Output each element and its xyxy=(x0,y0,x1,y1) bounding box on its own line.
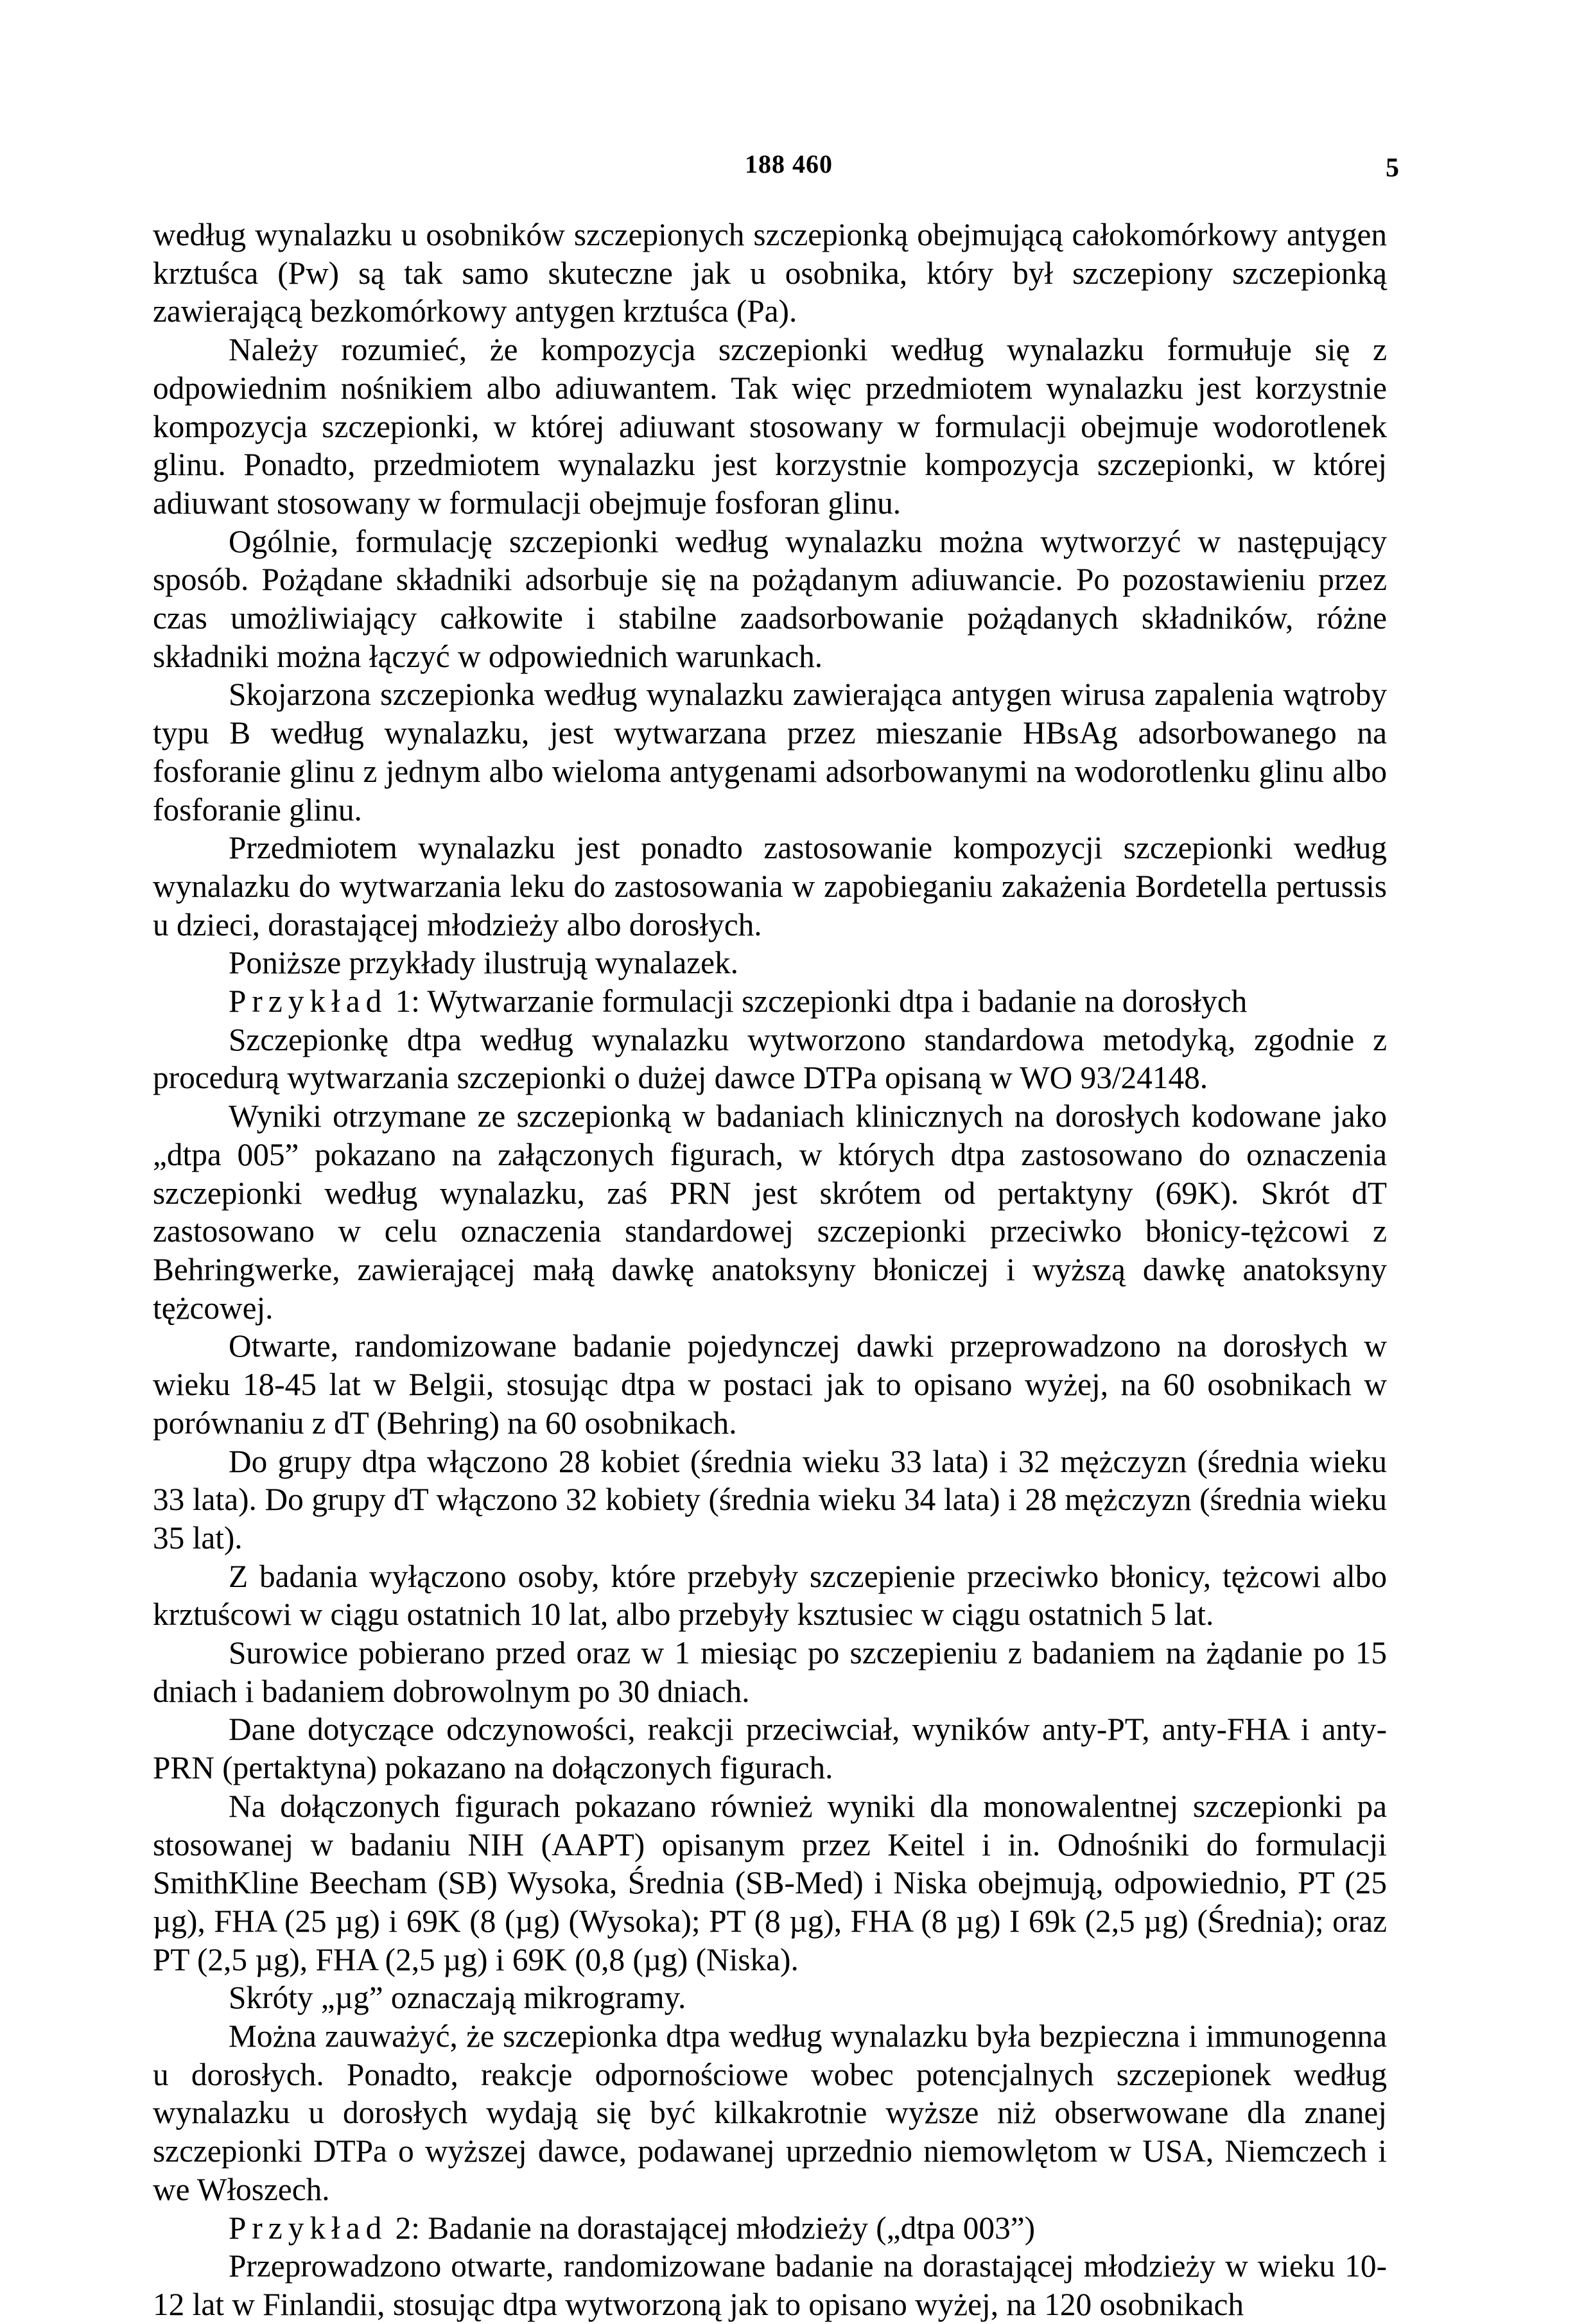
paragraph: Należy rozumieć, że kompozycja szczepionki według wynalazku formułuje się z odpowiednim nośnikiem albo adiuwantem. Tak więc przedmiotem wynalazku jest korzystnie kompozycja szczepionki, w której adiuwant stosowany w formulacji obejmuje wodorotlenek glinu. Ponadto, przedmiotem wynalazku jest korzystnie kompozycja szczepionki, w której adiuwant stosowany w formulacji obejmuje fosforan glinu. xyxy=(153,332,1387,521)
paragraph: Przeprowadzono otwarte, randomizowane badanie na dorastającej młodzieży w wieku 10-12 lat w Finlandii, stosując dtpa wytworzoną jak to opisano wyżej, na 120 osobnikach xyxy=(153,2248,1387,2322)
paragraph: Dane dotyczące odczynowości, reakcji przeciwciał, wyników anty-PT, anty-FHA i anty-PRN (pertaktyna) pokazano na dołączonych figurach. xyxy=(153,1712,1387,1786)
paragraph: Szczepionkę dtpa według wynalazku wytworzono standardowa metodyką, zgodnie z procedurą wytwarzania szczepionki o dużej dawce DTPa opisaną w WO 93/24148. xyxy=(153,1021,1387,1096)
example-title: 2: Badanie na dorastającej młodzieży („dtpa 003”) xyxy=(387,2210,1036,2246)
example-heading xyxy=(153,982,1387,1021)
paragraph: Skojarzona szczepionka według wynalazku zawierająca antygen wirusa zapalenia wątroby typu B według wynalazku, jest wytwarzana przez mieszanie HBsAg adsorbowanego na fosforanie glinu z jednym albo wieloma antygenami adsorbowanymi na wodorotlenku glinu albo fosforanie glinu. xyxy=(153,677,1387,828)
paragraph: Na dołączonych figurach pokazano również wyniki dla monowalentnej szczepionki pa stosowanej w badaniu NIH (AAPT) opisanym przez Keitel i in. Odnośniki do formulacji SmithKline Beecham (SB) Wysoka, Średnia (SB-Med) i Niska obejmują, odpowiednio, PT (25 µg), FHA (25 µg) i 69K (8 (µg) (Wysoka); PT (8 µg), FHA (8 µg) I 69k (2,5 µg) (Średnia); oraz PT (2,5 µg), FHA (2,5 µg) i 69K (0,8 (µg) (Niska). xyxy=(153,1788,1387,1977)
page-number: 5 xyxy=(1386,153,1399,183)
example-label: Przykład xyxy=(229,984,388,1019)
paragraph: Poniższe przykłady ilustrują wynalazek. xyxy=(229,945,738,981)
paragraph: Można zauważyć, że szczepionka dtpa według wynalazku była bezpieczna i immunogenna u dorosłych. Ponadto, reakcje odpornościowe wobec potencjalnych szczepionek według wynalazku u dorosłych wydają się być kilkakrotnie wyższe niż obserwowane dla znanej szczepionki DTPa o wyższej dawce, podawanej uprzednio niemowlętom w USA, Niemczech i we Włoszech. xyxy=(153,2018,1387,2207)
paragraph: Surowice pobierano przed oraz w 1 miesiąc po szczepieniu z badaniem na żądanie po 15 dniach i badaniem dobrowolnym po 30 dniach. xyxy=(153,1635,1387,1709)
paragraph: Otwarte, randomizowane badanie pojedynczej dawki przeprowadzono na dorosłych w wieku 18-45 lat w Belgii, stosując dtpa w postaci jak to opisano wyżej, na 60 osobnikach w porównaniu z dT (Behring) na 60 osobnikach. xyxy=(153,1328,1387,1441)
example-heading xyxy=(153,2209,1387,2248)
paragraph: Przedmiotem wynalazku jest ponadto zastosowanie kompozycji szczepionki według wynalazku do wytwarzania leku do zastosowania w zapobieganiu zakażenia Bordetella pertussis u dzieci, dorastającej młodzieży albo dorosłych. xyxy=(153,830,1387,942)
paragraph: Do grupy dtpa włączono 28 kobiet (średnia wieku 33 lata) i 32 mężczyzn (średnia wieku 33 lata). Do grupy dT włączono 32 kobiety (średnia wieku 34 lata) i 28 mężczyzn (średnia wieku 35 lat). xyxy=(153,1443,1387,1556)
example-label: Przykład xyxy=(229,2210,388,2246)
body-text xyxy=(153,216,1387,2324)
example-title: 1: Wytwarzanie formulacji szczepionki dtpa i badanie na dorosłych xyxy=(387,984,1248,1019)
paragraph: Ogólnie, formulację szczepionki według wynalazku można wytworzyć w następujący sposób. Pożądane składniki adsorbuje się na pożądanym adiuwancie. Po pozostawieniu przez czas umożliwiający całkowite i stabilne zaadsorbowanie pożądanych składników, różne składniki można łączyć w odpowiednich warunkach. xyxy=(153,523,1387,674)
document-number: 188 460 xyxy=(745,150,833,178)
paragraph: Skróty „µg” oznaczają mikrogramy. xyxy=(229,1980,686,2016)
paragraph: Z badania wyłączono osoby, które przebyły szczepienie przeciwko błonicy, tężcowi albo krztuścowi w ciągu ostatnich 10 lat, albo przebyły ksztusiec w ciągu ostatnich 5 lat. xyxy=(153,1558,1387,1633)
paragraph: Wyniki otrzymane ze szczepionką w badaniach klinicznych na dorosłych kodowane jako „dtpa 005” pokazano na załączonych figurach, w których dtpa zastosowano do oznaczenia szczepionki według wynalazku, zaś PRN jest skrótem od pertaktyny (69K). Skrót dT zastosowano w celu oznaczenia standardowej szczepionki przeciwko błonicy-tężcowi z Behringwerke, zawierającej małą dawkę anatoksyny błoniczej i wyższą dawkę anatoksyny tężcowej. xyxy=(153,1098,1387,1326)
paragraph: według wynalazku u osobników szczepionych szczepionką obejmującą całokomórkowy antygen krztuśca (Pw) są tak samo skuteczne jak u osobnika, który był szczepiony szczepionką zawierającą bezkomórkowy antygen krztuśca (Pa). xyxy=(153,217,1387,329)
